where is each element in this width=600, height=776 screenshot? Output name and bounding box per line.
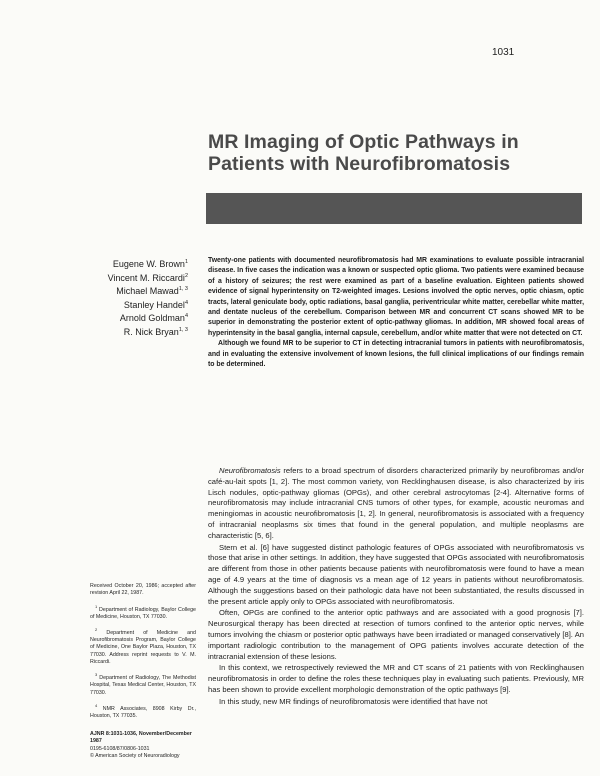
received-date: Received October 20, 1986; accepted after revision April 22, 1987. [90, 583, 196, 597]
body-text [208, 466, 584, 708]
title-line-1: MR Imaging of Optic Pathways in [208, 131, 519, 153]
body-paragraph: Stern et al. [6] have suggested distinct pathologic features of OPGs associated with neurofibromatosis vs those that arise in other settings. In addition, they have suggested that OPGs associated with neurofibromatosis are different from those in other patients because patients with neurofibromatosis were found to have a mean age of 4.9 years at the time of diagnosis vs a mean age of 12 years in patients without neurofibromatosis. Although the suggestions based on their pathologic data have not been substantiated, the results discussed in the present article apply only to OPGs associated with neurofibromatosis. [208, 542, 584, 606]
body-paragraph: In this study, new MR findings of neurofibromatosis were identified that have not [219, 696, 488, 706]
body-paragraph: Neurofibromatosis refers to a broad spectrum of disorders characterized primarily by neurofibromas and/or café-au-lait spots [1, 2]. The most common variety, von Recklinghausen disease, is also characterized by iris Lisch nodules, optic-pathway gliomas (OPGs), and other cerebral astrocytomas [2-4]. Alternative forms of neurofibromatosis may include intracranial CNS tumors of other types, for example, acoustic neuromas and meningiomas in acoustic neurofibromatosis [1, 2]. In general, neurofibromatosis is associated with a frequency of intracranial neoplasms six times that found in the general population, and multiple neoplasms are characteristic [5, 6]. [208, 466, 584, 540]
abstract [208, 256, 584, 370]
author: Arnold Goldman$^4$ [119, 313, 188, 323]
author: Michael Mawad$^{1, 3}$ [116, 286, 188, 296]
copyright: © American Society of Neuroradiology [90, 752, 180, 759]
author: R. Nick Bryan$^{1, 3}$ [123, 326, 188, 337]
author: Eugene W. Brown$^1$ [112, 259, 188, 269]
footnote: $^1$ Department of Radiology, Baylor College of Medicine, Houston, TX 77030. [90, 603, 196, 620]
page-number: 1031 [492, 47, 515, 58]
footnotes [90, 583, 196, 725]
title-line-2: Patients with Neurofibromatosis [208, 153, 511, 175]
footnote: $^4$ NMR Associates, 8908 Kirby Dr., Houston, TX 77035. [90, 702, 196, 719]
issn: 0195-6108/87/0806-1031 [90, 745, 150, 752]
abstract-paragraph: Although we found MR to be superior to CT in detecting intracranial tumors in patients with neurofibromatosis, and in evaluating the extensive involvement of known lesions, the full clinical implications of our findings remain to be determined. [208, 340, 584, 369]
article-title [208, 131, 588, 175]
footnote: $^2$ Department of Medicine and Neurofibromatosis Program, Baylor College of Medicine, One Baylor Plaza, Houston, TX 77030. Address reprint requests to V. M. Riccardi. [90, 626, 196, 665]
abstract-paragraph: Twenty-one patients with documented neurofibromatosis had MR examinations to evaluate possible intracranial disease. In five cases the indication was a known or suspected optic glioma. Two patients were examined because of a history of seizures; the rest were examined as part of a baseline evaluation. Eighteen patients showed evidence of signal hyperintensity on T2-weighted images. Lesions involved the optic nerves, optic chiasm, optic tracts, lateral geniculate body, optic radiations, basal ganglia, periventricular white matter, cerebellar white matter, and dentate nucleus of the cerebellum. Comparison between MR and concurrent CT scans showed MR to be superior in demonstrating the posterior extent of optic-pathway gliomas. In addition, MR showed focal areas of hyperintensity in the basal ganglia, internal capsule, cerebellum, and/or white matter that were not detected on CT. [208, 257, 584, 337]
author: Vincent M. Riccardi$^2$ [107, 272, 188, 283]
journal-info [90, 731, 202, 760]
author-list [96, 257, 188, 338]
body-paragraph: Often, OPGs are confined to the anterior optic pathways and are associated with a good prognosis [7]. Neurosurgical therapy has been directed at resection of tumors confined to the anterior optic nerves, while tumors involving the chiasm or posterior optic pathways have been irradiated or managed conservatively [8]. An important radiologic contribution to the management of OPG patients involves accurate detection of the intracranial extension of these lesions. [208, 608, 584, 661]
journal-citation: AJNR 8:1031-1036, November/December 1987 [90, 731, 192, 745]
author: Stanley Handel$^4$ [123, 299, 188, 310]
footnote: $^3$ Department of Radiology, The Methodist Hospital, Texas Medical Center, Houston, TX 77030. [90, 672, 196, 696]
body-paragraph: In this context, we retrospectively reviewed the MR and CT scans of 21 patients with von Recklinghausen neurofibromatosis in order to define the roles these techniques play in evaluating such patients. Previously, MR has been shown to provide excellent morphologic demonstration of the optic pathways [9]. [208, 663, 584, 694]
title-divider-bar [206, 193, 582, 224]
